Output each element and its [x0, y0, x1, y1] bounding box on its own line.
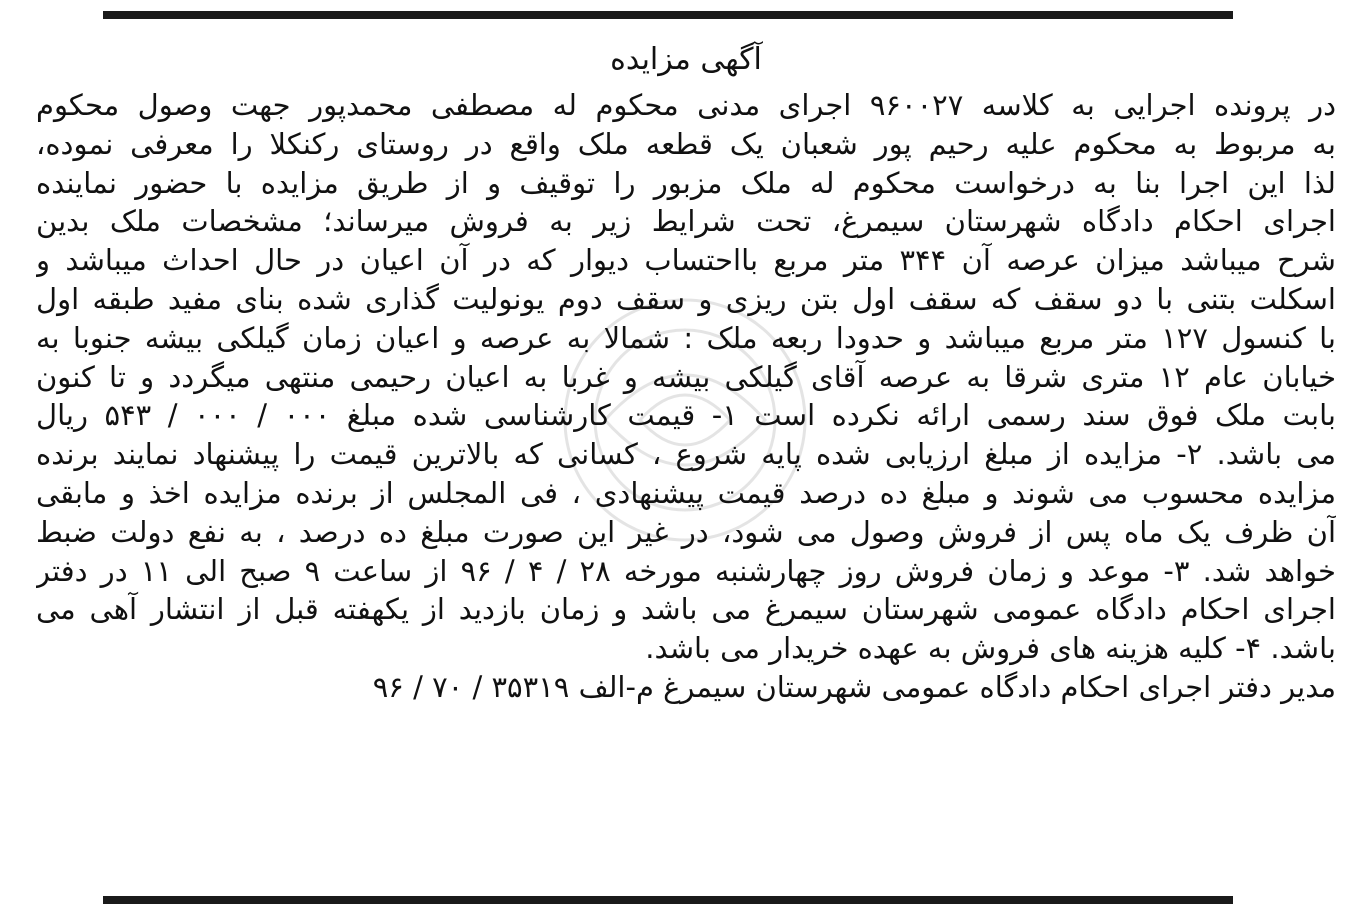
notice-body: [36, 86, 1336, 707]
notice-line: مزایده محسوب می شوند و مبلغ ده درصد قیمت پیشنهادی ، فی المجلس از برنده مزایده اخذ و مابقی: [36, 475, 1336, 510]
notice-line: لذا این اجرا بنا به درخواست محکوم له ملک مزبور را توقیف و از طریق مزایده با حضور نماینده: [36, 165, 1336, 200]
notice-title: آگهی مزایده: [610, 42, 762, 77]
notice-line: آن ظرف یک ماه پس از فروش وصول می شود، در غیر این صورت مبلغ ده درصد ، به نفع دولت ضبط: [36, 514, 1336, 549]
notice-line: با کنسول ۱۲۷ متر مربع میباشد و حدودا ربعه ملک : شمالا به عرصه و اعیان زمان گیلکی بیشه جنوبا به: [36, 320, 1336, 355]
notice-line: می باشد. ۲- مزایده از مبلغ ارزیابی شده پایه شروع ، کسانی که بالاترین قیمت را پیشنهاد نمایند برنده: [36, 437, 1336, 472]
notice-line: اجرای احکام دادگاه عمومی شهرستان سیمرغ می باشد و زمان بازدید از یکهفته قبل از انتشار آهی می: [36, 592, 1336, 627]
notice-line: بابت ملک فوق سند رسمی ارائه نکرده است ۱- قیمت کارشناسی شده مبلغ ۰۰۰ / ۰۰۰ / ۵۴۳ ریال: [36, 398, 1336, 433]
notice-line: خیابان عام ۱۲ متری شرقا به عرصه آقای گیلکی بیشه و غربا به اعیان رحیمی منتهی میگردد و تا کنون: [36, 359, 1336, 394]
notice-line: خواهد شد. ۳- موعد و زمان فروش روز چهارشنبه مورخه ۲۸ / ۴ / ۹۶ از ساعت ۹ صبح الی ۱۱ در دفتر: [36, 553, 1336, 588]
notice-line: اسکلت بتنی با دو سقف که سقف اول بتن ریزی و سقف دوم یونولیت گذاری شده بنای مفید طبقه اول: [36, 281, 1336, 316]
notice-line: باشد. ۴- کلیه هزینه های فروش به عهده خریدار می باشد.: [645, 631, 1336, 666]
notice-line: شرح میباشد میزان عرصه آن ۳۴۴ متر مربع بااحتساب دیوار که در آن اعیان در حال احداث میباشد و: [36, 243, 1336, 278]
notice-line: به مربوط به محکوم علیه رحیم پور شعبان یک قطعه ملک واقع در روستای رکنکلا را معرفی نموده،: [36, 126, 1336, 161]
notice-line: اجرای احکام دادگاه شهرستان سیمرغ، تحت شرایط زیر به فروش میرساند؛ مشخصات ملک بدین: [36, 204, 1336, 239]
notice-signature: مدیر دفتر اجرای احکام دادگاه عمومی شهرستان سیمرغ م-الف ۳۵۳۱۹ / ۷۰ / ۹۶: [372, 669, 1336, 704]
notice-line: در پرونده اجرایی به کلاسه ۹۶۰۰۲۷ اجرای مدنی محکوم له مصطفی محمدپور جهت وصول محکوم: [36, 88, 1336, 122]
bottom-border-rule: [103, 896, 1233, 904]
top-border-rule: [103, 11, 1233, 19]
